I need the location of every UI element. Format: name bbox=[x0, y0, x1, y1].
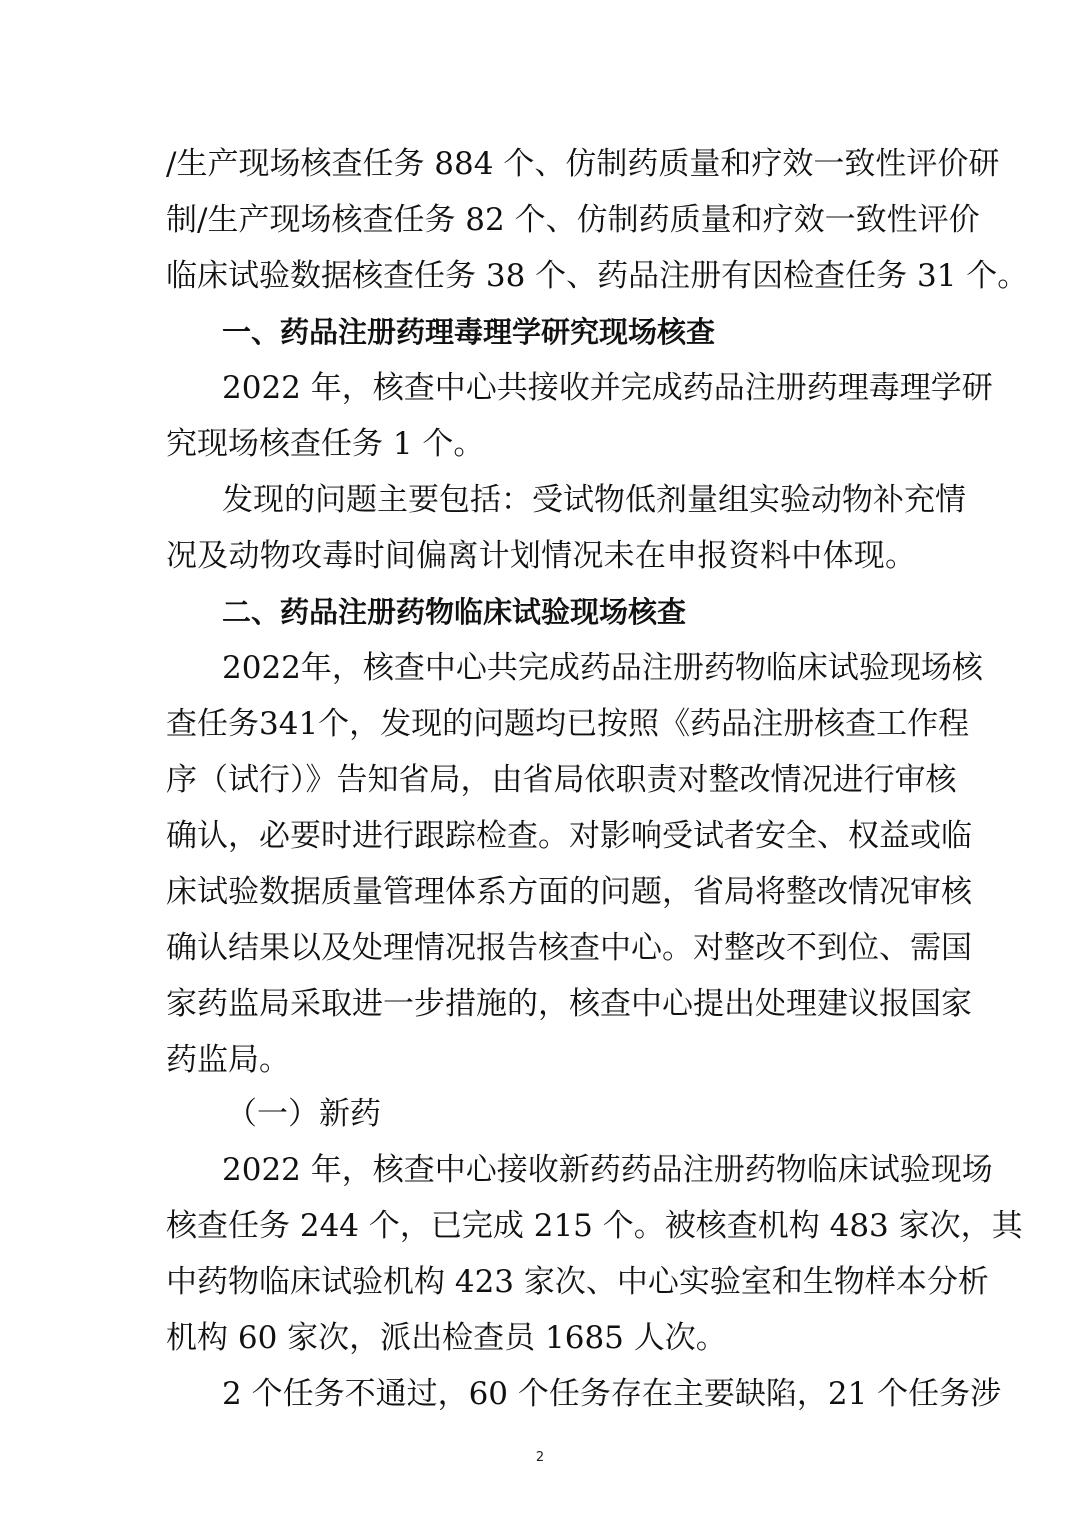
paragraph-line: /生产现场核查任务 884 个、仿制药质量和疗效一致性评价研 bbox=[166, 146, 1000, 182]
paragraph-line: 药监局。 bbox=[166, 1042, 290, 1078]
section-heading: 二、药品注册药物临床试验现场核查 bbox=[222, 595, 687, 629]
paragraph-line: 制/生产现场核查任务 82 个、仿制药质量和疗效一致性评价 bbox=[166, 202, 980, 238]
paragraph-line: 2022 年，核查中心接收新药药品注册药物临床试验现场 bbox=[222, 1152, 993, 1188]
paragraph-line: 究现场核查任务 1 个。 bbox=[166, 426, 485, 462]
paragraph-line: 序（试行）》告知省局，由省局依职责对整改情况进行审核 bbox=[166, 762, 957, 798]
paragraph-line: 核查任务 244 个，已完成 215 个。被核查机构 483 家次，其 bbox=[166, 1208, 1023, 1244]
paragraph-line: 确认，必要时进行跟踪检查。对影响受试者安全、权益或临 bbox=[166, 818, 972, 854]
paragraph-line: 家药监局采取进一步措施的，核查中心提出处理建议报国家 bbox=[166, 986, 972, 1022]
paragraph-line: 2022 年，核查中心共接收并完成药品注册药理毒理学研 bbox=[222, 370, 993, 406]
page-number: 2 bbox=[535, 1450, 545, 1465]
paragraph-line: 中药物临床试验机构 423 家次、中心实验室和生物样本分析 bbox=[166, 1264, 989, 1300]
paragraph-line: 机构 60 家次，派出检查员 1685 人次。 bbox=[166, 1320, 727, 1356]
paragraph-line: 床试验数据质量管理体系方面的问题，省局将整改情况审核 bbox=[166, 874, 972, 910]
paragraph-line: 发现的问题主要包括：受试物低剂量组实验动物补充情 bbox=[222, 482, 966, 518]
section-heading: 一、药品注册药理毒理学研究现场核查 bbox=[222, 315, 716, 349]
paragraph-line: 确认结果以及处理情况报告核查中心。对整改不到位、需国 bbox=[166, 930, 972, 966]
paragraph-line: 临床试验数据核查任务 38 个、药品注册有因检查任务 31 个。 bbox=[166, 258, 1029, 294]
paragraph-line: 2 个任务不通过，60 个任务存在主要缺陷，21 个任务涉 bbox=[222, 1376, 1002, 1412]
subsection-heading: （一）新药 bbox=[226, 1096, 381, 1132]
paragraph-line: 况及动物攻毒时间偏离计划情况未在申报资料中体现。 bbox=[166, 538, 916, 574]
paragraph-line: 2022年，核查中心共完成药品注册药物临床试验现场核 bbox=[222, 650, 983, 686]
paragraph-line: 查任务341个，发现的问题均已按照《药品注册核查工作程 bbox=[166, 706, 970, 742]
